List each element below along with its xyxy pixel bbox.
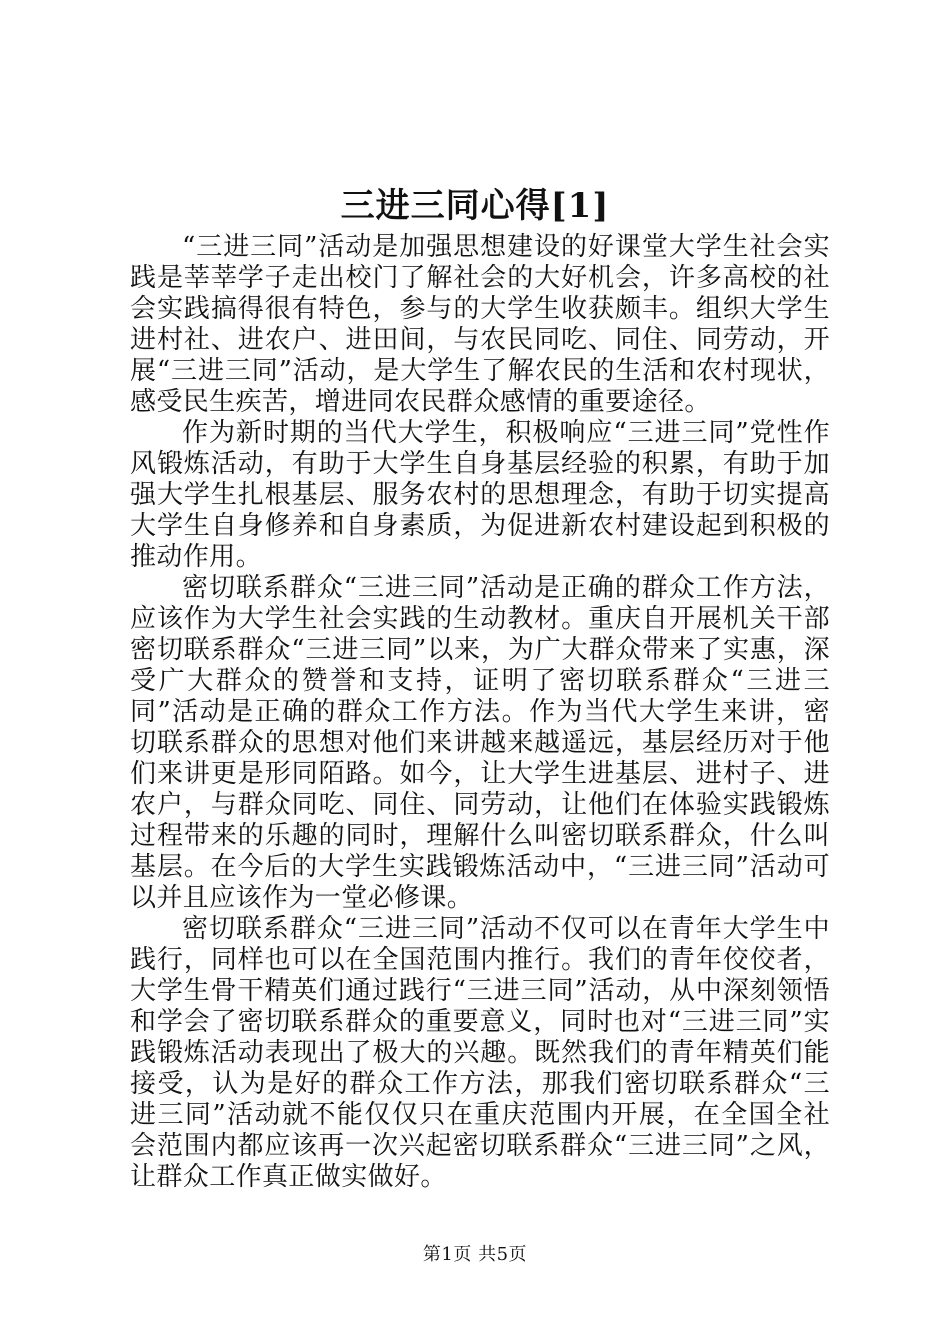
body-paragraph: 密切联系群众“三进三同”活动是正确的群众工作方法，应该作为大学生社会实践的生动教材。重庆自开展机关干部密切联系群众“三进三同”以来，为广大群众带来了实惠，深受广大群众的赞誉和支持，证明了密切联系群众“三进三同”活动是正确的群众工作方法。作为当代大学生来讲，密切联系群众的思想对他们来讲越来越遥远，基层经历对于他们来讲更是形同陌路。如今，让大学生进基层、进村子、进农户，与群众同吃、同住、同劳动，让他们在体验实践锻炼过程带来的乐趣的同时，理解什么叫密切联系群众，什么叫基层。在今后的大学生实践锻炼活动中，“三进三同”活动可以并且应该作为一堂必修课。 bbox=[130, 573, 830, 913]
body-paragraph: “三进三同”活动是加强思想建设的好课堂大学生社会实践是莘莘学子走出校门了解社会的大好机会，许多高校的社会实践搞得很有特色，参与的大学生收获颇丰。组织大学生进村社、进农户、进田间，与农民同吃、同住、同劳动，开展“三进三同”活动，是大学生了解农民的生活和农村现状，感受民生疾苦，增进同农民群众感情的重要途径。 bbox=[130, 232, 830, 417]
document-title: 三进三同心得[1] bbox=[340, 186, 610, 226]
document-body bbox=[130, 232, 830, 1193]
body-paragraph: 密切联系群众“三进三同”活动不仅可以在青年大学生中践行，同样也可以在全国范围内推行。我们的青年佼佼者，大学生骨干精英们通过践行“三进三同”活动，从中深刻领悟和学会了密切联系群众的重要意义，同时也对“三进三同”实践锻炼活动表现出了极大的兴趣。既然我们的青年精英们能接受，认为是好的群众工作方法，那我们密切联系群众“三进三同”活动就不能仅仅只在重庆范围内开展，在全国全社会范围内都应该再一次兴起密切联系群众“三进三同”之风，让群众工作真正做实做好。 bbox=[130, 914, 830, 1192]
page-number-footer: 第1页 共5页 bbox=[422, 1244, 528, 1265]
body-paragraph: 作为新时期的当代大学生，积极响应“三进三同”党性作风锻炼活动，有助于大学生自身基层经验的积累，有助于加强大学生扎根基层、服务农村的思想理念，有助于切实提高大学生自身修养和自身素质，为促进新农村建设起到积极的推动作用。 bbox=[130, 418, 830, 572]
